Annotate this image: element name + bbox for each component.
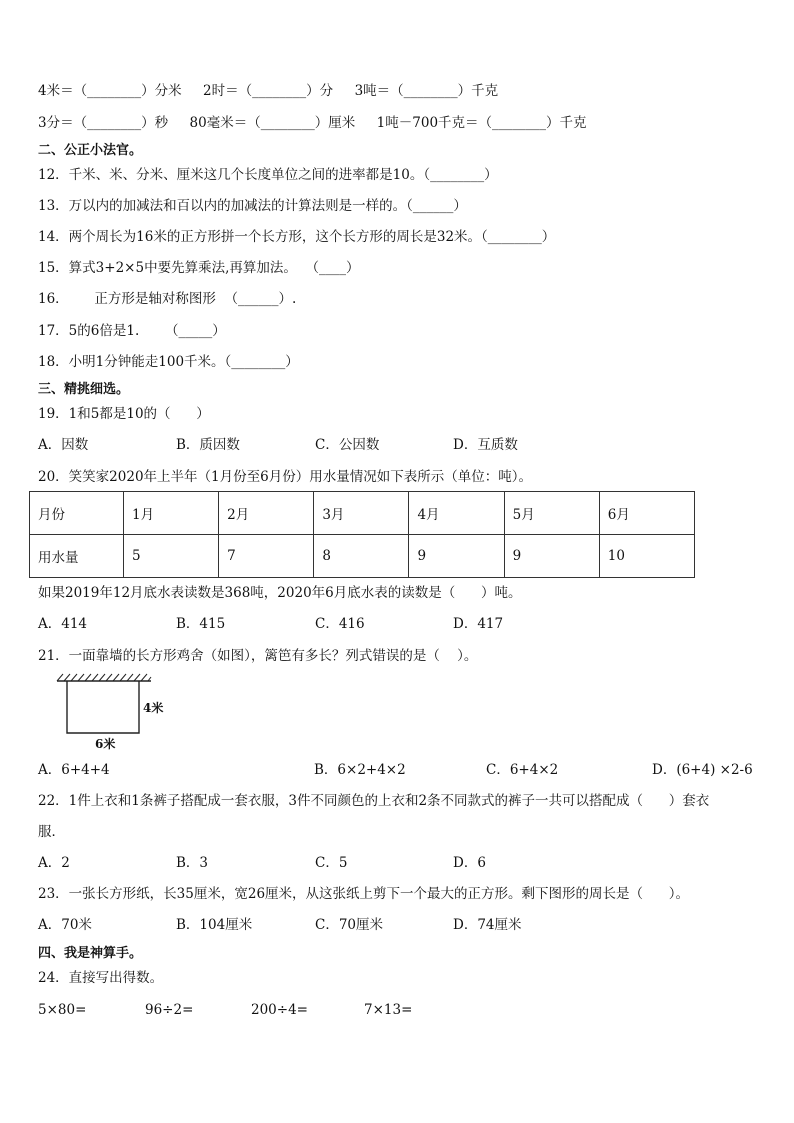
table-row (30, 492, 695, 535)
chicken-coop-figure (55, 673, 185, 753)
q22-option-a: A．2 (38, 855, 70, 871)
section-heading-2: 二、公正小法官。 (38, 143, 143, 158)
question-18: 18．小明1分钟能走100千米。（________） (38, 354, 299, 370)
q21-option-a: A．6+4+4 (38, 762, 110, 778)
q19-option-a: A．因数 (38, 437, 89, 453)
table-cell: 3月 (314, 492, 409, 535)
question-24: 24．直接写出得数。 (38, 970, 164, 986)
question-13: 13．万以内的加减法和百以内的加减法的计算法则是一样的。（______） (38, 198, 467, 214)
calc-item-2: 96÷2= (145, 1002, 194, 1018)
table-cell: 9 (504, 535, 599, 578)
table-cell: 7 (219, 535, 314, 578)
table-cell: 4月 (409, 492, 504, 535)
table-cell: 月份 (30, 492, 124, 535)
question-20-followup: 如果2019年12月底水表读数是368吨，2020年6月底水表的读数是（ ）吨。 (38, 585, 522, 601)
q20-option-d: D．417 (453, 616, 504, 632)
q20-option-b: B．415 (176, 616, 226, 632)
q22-option-d: D．6 (453, 855, 486, 871)
question-19: 19．1和5都是10的（ ） (38, 406, 210, 422)
fill-line-1: 4米＝（________）分米 2时＝（________）分 3吨＝（________）千克 (38, 83, 499, 99)
table-cell: 10 (599, 535, 694, 578)
question-12: 12．千米、米、分米、厘米这几个长度单位之间的进率都是10。（________） (38, 167, 498, 183)
table-cell: 1月 (124, 492, 219, 535)
q21-option-b: B．6×2+4×2 (314, 762, 406, 778)
water-usage-table (29, 491, 695, 578)
calc-item-3: 200÷4= (251, 1002, 308, 1018)
table-cell: 5月 (504, 492, 599, 535)
calc-item-1: 5×80= (38, 1002, 87, 1018)
table-cell: 6月 (599, 492, 694, 535)
question-14: 14．两个周长为16米的正方形拼一个长方形，这个长方形的周长是32米。（________） (38, 229, 556, 245)
table-cell: 用水量 (30, 535, 124, 578)
table-row (30, 535, 695, 578)
q20-option-c: C．416 (315, 616, 365, 632)
q19-option-d: D．互质数 (453, 437, 518, 453)
q23-option-d: D．74厘米 (453, 917, 522, 933)
table-cell: 2月 (219, 492, 314, 535)
q20-option-a: A．414 (38, 616, 88, 632)
question-21: 21．一面靠墙的长方形鸡舍（如图），篱笆有多长？列式错误的是（ ）。 (38, 648, 478, 664)
q23-option-b: B．104厘米 (176, 917, 253, 933)
section-heading-4: 四、我是神算手。 (38, 946, 143, 961)
q21-option-d: D．(6+4) ×2-6 (652, 762, 753, 778)
q19-option-c: C．公因数 (315, 437, 380, 453)
question-23: 23．一张长方形纸，长35厘米，宽26厘米，从这张纸上剪下一个最大的正方形。剩下图形的周长是（ ）。 (38, 886, 690, 902)
q21-option-c: C．6+4×2 (486, 762, 559, 778)
calc-item-4: 7×13= (364, 1002, 413, 1018)
section-heading-3: 三、精挑细选。 (38, 382, 130, 397)
table-cell: 9 (409, 535, 504, 578)
wall-hatching (57, 674, 151, 681)
q23-option-c: C．70厘米 (315, 917, 384, 933)
fill-line-2: 3分＝（________）秒 80毫米＝（________）厘米 1吨－700千克＝（________）千克 (38, 115, 587, 131)
table-cell: 8 (314, 535, 409, 578)
bottom-label: 6米 (95, 737, 116, 751)
table-cell: 5 (124, 535, 219, 578)
question-17: 17．5的6倍是1. （_____） (38, 323, 226, 339)
q22-option-b: B．3 (176, 855, 209, 871)
q23-option-a: A．70米 (38, 917, 92, 933)
fence-outline (67, 681, 139, 733)
side-label: 4米 (143, 701, 164, 715)
q22-option-c: C．5 (315, 855, 348, 871)
q19-option-b: B．质因数 (176, 437, 240, 453)
question-15: 15．算式3+2×5中要先算乘法,再算加法。 （____） (38, 260, 360, 276)
question-20: 20．笑笑家2020年上半年（1月份至6月份）用水量情况如下表所示（单位：吨）。 (38, 469, 532, 485)
question-22: 22．1件上衣和1条裤子搭配成一套衣服，3件不同颜色的上衣和2条不同款式的裤子一共可以搭配成（ ）套衣 (38, 793, 710, 809)
question-16: 16． 正方形是轴对称图形 （______）. (38, 291, 297, 307)
question-22-continued: 服． (38, 824, 65, 840)
